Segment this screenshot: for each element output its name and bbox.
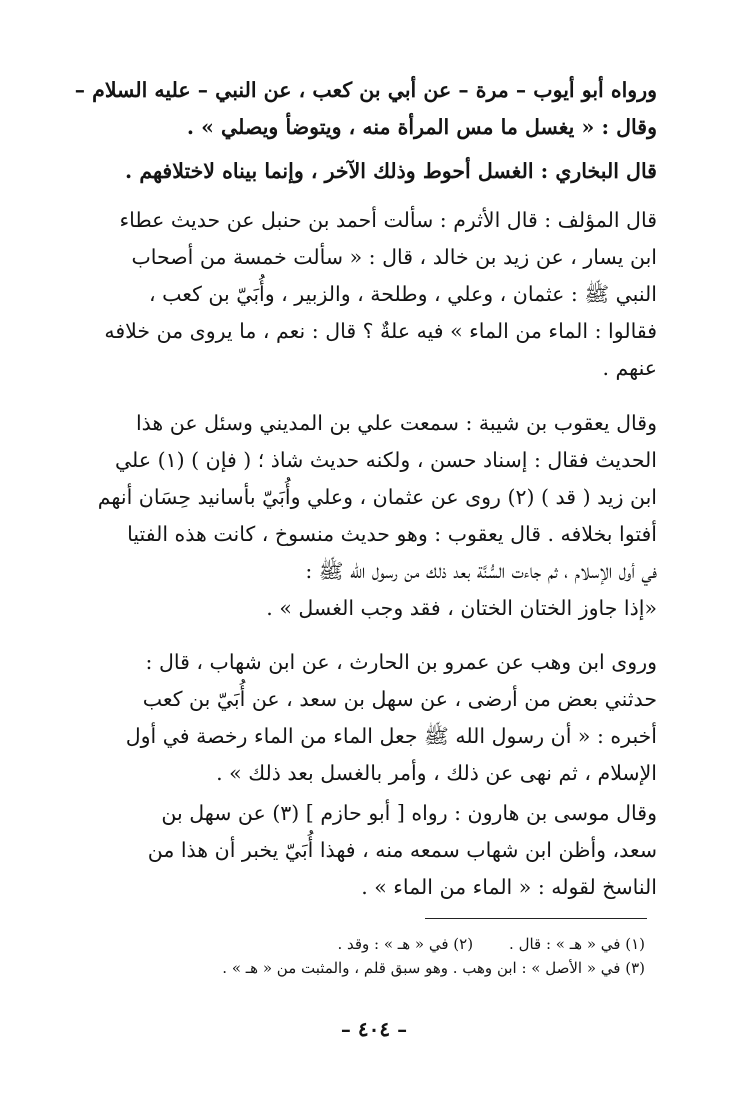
footnote-separator	[425, 918, 647, 919]
text-line: ورواه أبو أيوب – مرة – عن أبي بن كعب ، عن النبي – عليه السلام –	[74, 78, 657, 102]
text-line: ابن يسار ، عن زيد بن خالد ، قال : « سألت خمسة من أصحاب	[131, 245, 657, 269]
text-line: النبي ﷺ : عثمان ، وعلي ، وطلحة ، والزبير ، وأُبَيّ بن كعب ،	[148, 282, 657, 306]
text-line: وقال موسى بن هارون : رواه [ أبو حازم ] (٣) عن سهل بن	[161, 801, 657, 825]
paragraph-yaqub	[90, 405, 657, 627]
text-line: عنهم .	[602, 356, 657, 380]
text-line: في أول الإسلام ، ثم جاءت السُّنَّة بعد ذلك من رسول الله ﷺ :	[305, 559, 657, 583]
footnote-2: (٢) في « هـ » : وقد .	[337, 935, 474, 953]
text-line: فقالوا : الماء من الماء » فيه علةٌ ؟ قال : نعم ، ما يروى من خلافه	[104, 319, 657, 343]
footnote-3: (٣) في « الأصل » : ابن وهب . وهو سبق قلم ، والمثبت من « هـ » .	[222, 959, 645, 977]
text-line: الحديث فقال : إسناد حسن ، ولكنه حديث شاذ ؛ ( فإن ) (١) علي	[114, 448, 657, 472]
paragraph-abu-ayyub	[74, 72, 657, 146]
paragraph-musa-ibn-harun	[90, 795, 657, 906]
text-line: الناسخ لقوله : « الماء من الماء » .	[361, 875, 657, 899]
footnote-row	[160, 932, 645, 956]
text-line: ابن زيد ( قد ) (٢) روى عن عثمان ، وعلي وأُبَيّ بأسانيد حِسَان أنهم	[97, 485, 657, 509]
text-line: سعد، وأظن ابن شهاب سمعه منه ، فهذا أُبَيّ يخبر أن هذا من	[147, 838, 657, 862]
paragraph-athram	[90, 202, 657, 387]
text-line: وقال يعقوب بن شيبة : سمعت علي بن المديني وسئل عن هذا	[135, 411, 657, 435]
text-line: الإسلام ، ثم نهى عن ذلك ، وأمر بالغسل بعد ذلك » .	[216, 761, 657, 785]
text-line: وقال : « يغسل ما مس المرأة منه ، ويتوضأ ويصلي » .	[186, 115, 657, 139]
text-line: أخبره : « أن رسول الله ﷺ جعل الماء من الماء رخصة في أول	[125, 724, 657, 748]
paragraph-bukhari	[90, 153, 657, 190]
footnote-1: (١) في « هـ » : قال .	[509, 935, 645, 953]
text-line: قال البخاري : الغسل أحوط وذلك الآخر ، وإنما بيناه لاختلافهم .	[125, 159, 657, 183]
text-line: وروى ابن وهب عن عمرو بن الحارث ، عن ابن شهاب ، قال :	[145, 650, 657, 674]
footnotes	[160, 932, 645, 980]
text-line: قال المؤلف : قال الأثرم : سألت أحمد بن حنبل عن حديث عطاء	[119, 208, 657, 232]
text-line: «إذا جاوز الختان الختان ، فقد وجب الغسل » .	[266, 596, 657, 620]
text-line: حدثني بعض من أرضى ، عن سهل بن سعد ، عن أُبَيّ بن كعب	[142, 687, 657, 711]
text-line: أفتوا بخلافه . قال يعقوب : وهو حديث منسوخ ، كانت هذه الفتيا	[127, 522, 657, 546]
paragraph-ibn-wahb	[90, 644, 657, 792]
page-number: – ٤٠٤ –	[340, 1017, 408, 1041]
